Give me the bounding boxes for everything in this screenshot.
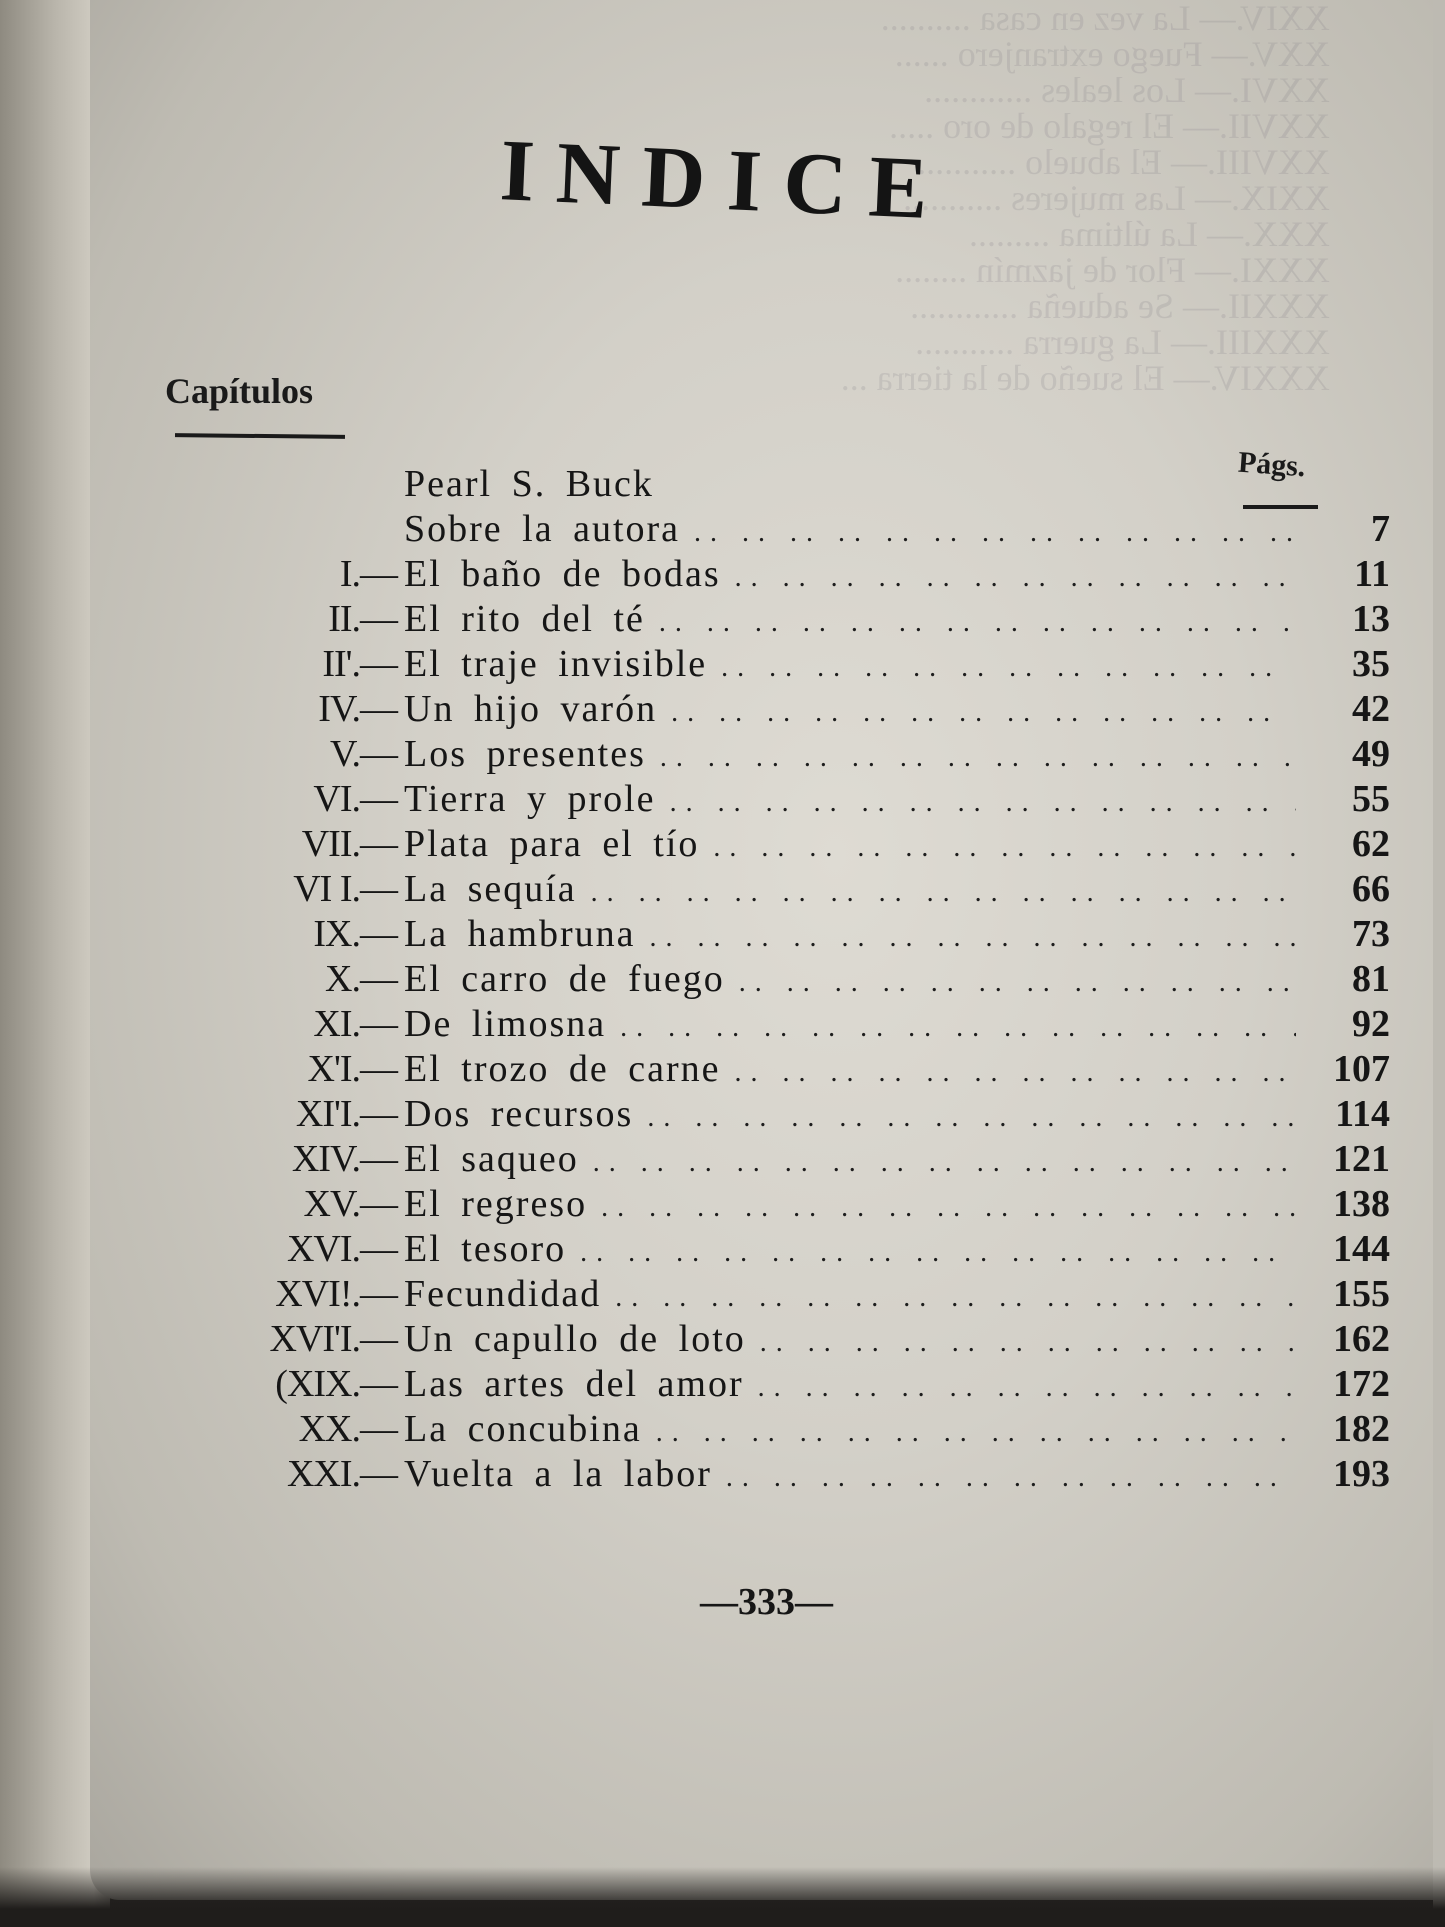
chapters-column-label: Capítulos bbox=[165, 371, 314, 411]
dot-leader bbox=[713, 832, 1296, 864]
chapter-page-number: 182 bbox=[1333, 1408, 1390, 1450]
chapter-numeral: X. bbox=[325, 958, 360, 1000]
chapter-title: La concubina bbox=[404, 1408, 642, 1450]
chapter-title: Un capullo de loto bbox=[404, 1318, 746, 1360]
chapter-title: Fecundidad bbox=[404, 1273, 602, 1315]
dot-leader bbox=[593, 1147, 1296, 1179]
chapter-title: Los presentes bbox=[404, 733, 646, 775]
toc-row bbox=[160, 1272, 1390, 1317]
dot-leader bbox=[735, 562, 1296, 594]
numeral-dash: — bbox=[360, 1183, 398, 1225]
chapter-page-number: 114 bbox=[1335, 1093, 1390, 1135]
dot-leader bbox=[739, 967, 1296, 999]
page-title: INDICE bbox=[498, 122, 952, 239]
toc-row bbox=[160, 507, 1390, 552]
chapter-page-number: 155 bbox=[1333, 1273, 1390, 1315]
chapter-numeral: XVI. bbox=[286, 1228, 360, 1270]
toc-row bbox=[160, 1407, 1390, 1452]
toc-row bbox=[160, 1227, 1390, 1272]
chapter-title: La sequía bbox=[404, 868, 577, 910]
dot-leader bbox=[758, 1372, 1296, 1404]
chapter-numeral: II. bbox=[328, 598, 360, 640]
numeral-dash: — bbox=[360, 688, 398, 730]
toc-row bbox=[160, 732, 1390, 777]
toc-row bbox=[160, 822, 1390, 867]
numeral-dash: — bbox=[360, 823, 398, 865]
chapter-page-number: 81 bbox=[1352, 958, 1390, 1000]
toc-row bbox=[160, 1137, 1390, 1182]
chapter-title: Vuelta a la labor bbox=[404, 1453, 712, 1495]
dot-leader bbox=[670, 787, 1296, 819]
chapter-page-number: 13 bbox=[1352, 598, 1390, 640]
chapter-numeral: V. bbox=[329, 733, 360, 775]
chapter-title: Tierra y prole bbox=[404, 778, 656, 820]
chapter-numeral: XI. bbox=[313, 1003, 360, 1045]
chapter-title: El tesoro bbox=[404, 1228, 567, 1270]
chapter-page-number: 55 bbox=[1352, 778, 1390, 820]
toc-row bbox=[160, 1182, 1390, 1227]
chapter-numeral: XXI. bbox=[286, 1453, 360, 1495]
chapter-page-number: 121 bbox=[1333, 1138, 1390, 1180]
numeral-dash: — bbox=[360, 553, 398, 595]
chapter-title: Dos recursos bbox=[404, 1093, 634, 1135]
chapter-page-number: 162 bbox=[1333, 1318, 1390, 1360]
chapter-title: Plata para el tío bbox=[404, 823, 700, 865]
chapter-page-number: 49 bbox=[1352, 733, 1390, 775]
dot-leader bbox=[726, 1462, 1296, 1494]
chapter-page-number: 42 bbox=[1352, 688, 1390, 730]
dot-leader bbox=[647, 1102, 1296, 1134]
chapter-title: De limosna bbox=[404, 1003, 607, 1045]
chapter-numeral: IV. bbox=[318, 688, 360, 730]
chapter-page-number: 172 bbox=[1333, 1363, 1390, 1405]
toc-row bbox=[160, 1362, 1390, 1407]
numeral-dash: — bbox=[360, 1138, 398, 1180]
chapter-numeral: II'. bbox=[322, 643, 360, 685]
bottom-shadow bbox=[0, 1867, 1445, 1927]
numeral-dash: — bbox=[360, 1048, 398, 1090]
chapter-title: El trozo de carne bbox=[404, 1048, 721, 1090]
toc-row bbox=[160, 1452, 1390, 1497]
toc-row bbox=[160, 642, 1390, 687]
pages-column-label: Págs. bbox=[1236, 445, 1307, 484]
toc-row bbox=[160, 1047, 1390, 1092]
chapter-numeral: XI'I. bbox=[295, 1093, 360, 1135]
dot-leader bbox=[650, 922, 1296, 954]
chapter-title: El saqueo bbox=[404, 1138, 579, 1180]
chapter-page-number: 193 bbox=[1333, 1453, 1390, 1495]
dot-leader bbox=[601, 1192, 1296, 1224]
dot-leader bbox=[620, 1012, 1296, 1044]
chapter-title: El carro de fuego bbox=[404, 958, 725, 1000]
numeral-dash: — bbox=[360, 1093, 398, 1135]
chapter-page-number: 92 bbox=[1352, 1003, 1390, 1045]
toc-row bbox=[160, 1002, 1390, 1047]
chapter-page-number: 11 bbox=[1354, 553, 1390, 595]
chapter-numeral: XV. bbox=[303, 1183, 360, 1225]
toc-row bbox=[160, 777, 1390, 822]
chapter-title: El traje invisible bbox=[404, 643, 708, 685]
toc-row bbox=[160, 687, 1390, 732]
chapter-numeral: VI I. bbox=[293, 868, 360, 910]
chapter-numeral: XVI'I. bbox=[269, 1318, 360, 1360]
dot-leader bbox=[660, 742, 1296, 774]
dot-leader bbox=[671, 697, 1296, 729]
chapter-title: Las artes del amor bbox=[404, 1363, 744, 1405]
chapter-numeral: VII. bbox=[301, 823, 360, 865]
chapter-page-number: 35 bbox=[1352, 643, 1390, 685]
numeral-dash: — bbox=[360, 643, 398, 685]
chapter-title: La hambruna bbox=[404, 913, 636, 955]
dot-leader bbox=[694, 517, 1296, 549]
right-page-edge bbox=[1433, 0, 1445, 1927]
numeral-dash: — bbox=[360, 1003, 398, 1045]
chapter-title: Pearl S. Buck bbox=[404, 463, 654, 505]
chapter-title: El baño de bodas bbox=[404, 553, 721, 595]
chapter-title: El regreso bbox=[404, 1183, 588, 1225]
dot-leader bbox=[615, 1282, 1296, 1314]
toc-row bbox=[160, 462, 1390, 507]
toc-row bbox=[160, 1092, 1390, 1137]
chapter-numeral: XVI!. bbox=[275, 1273, 360, 1315]
toc-row bbox=[160, 867, 1390, 912]
chapter-numeral: IX. bbox=[313, 913, 360, 955]
numeral-dash: — bbox=[360, 778, 398, 820]
chapter-page-number: 7 bbox=[1371, 508, 1390, 550]
dot-leader bbox=[659, 607, 1296, 639]
numeral-dash: — bbox=[360, 868, 398, 910]
dot-leader bbox=[721, 652, 1296, 684]
chapter-numeral: VI. bbox=[313, 778, 360, 820]
numeral-dash: — bbox=[360, 1363, 398, 1405]
dot-leader bbox=[734, 1057, 1296, 1089]
dot-leader bbox=[580, 1237, 1296, 1269]
chapter-page-number: 62 bbox=[1352, 823, 1390, 865]
numeral-dash: — bbox=[360, 1408, 398, 1450]
numeral-dash: — bbox=[360, 598, 398, 640]
chapter-title: Un hijo varón bbox=[404, 688, 658, 730]
chapter-numeral: X'I. bbox=[307, 1048, 360, 1090]
chapter-numeral: XIV. bbox=[291, 1138, 360, 1180]
table-of-contents bbox=[160, 462, 1390, 1497]
chapter-numeral: I. bbox=[339, 553, 360, 595]
chapter-numeral: XX. bbox=[298, 1408, 360, 1450]
numeral-dash: — bbox=[360, 1318, 398, 1360]
numeral-dash: — bbox=[360, 1228, 398, 1270]
chapter-page-number: 66 bbox=[1352, 868, 1390, 910]
chapter-page-number: 144 bbox=[1333, 1228, 1390, 1270]
numeral-dash: — bbox=[360, 913, 398, 955]
chapter-page-number: 138 bbox=[1333, 1183, 1390, 1225]
chapter-page-number: 73 bbox=[1352, 913, 1390, 955]
toc-row bbox=[160, 912, 1390, 957]
numeral-dash: — bbox=[360, 733, 398, 775]
toc-row bbox=[160, 957, 1390, 1002]
chapter-title: El rito del té bbox=[404, 598, 645, 640]
numeral-dash: — bbox=[360, 1453, 398, 1495]
toc-row bbox=[160, 597, 1390, 642]
numeral-dash: — bbox=[360, 1273, 398, 1315]
dot-leader bbox=[760, 1327, 1296, 1359]
chapter-page-number: 107 bbox=[1333, 1048, 1390, 1090]
numeral-dash: — bbox=[360, 958, 398, 1000]
dot-leader bbox=[656, 1417, 1296, 1449]
toc-row bbox=[160, 1317, 1390, 1362]
chapter-title: Sobre la autora bbox=[404, 508, 681, 550]
chapter-numeral: (XIX. bbox=[275, 1363, 360, 1405]
page-number: —333— bbox=[700, 1581, 833, 1623]
dot-leader bbox=[591, 877, 1296, 909]
toc-row bbox=[160, 552, 1390, 597]
